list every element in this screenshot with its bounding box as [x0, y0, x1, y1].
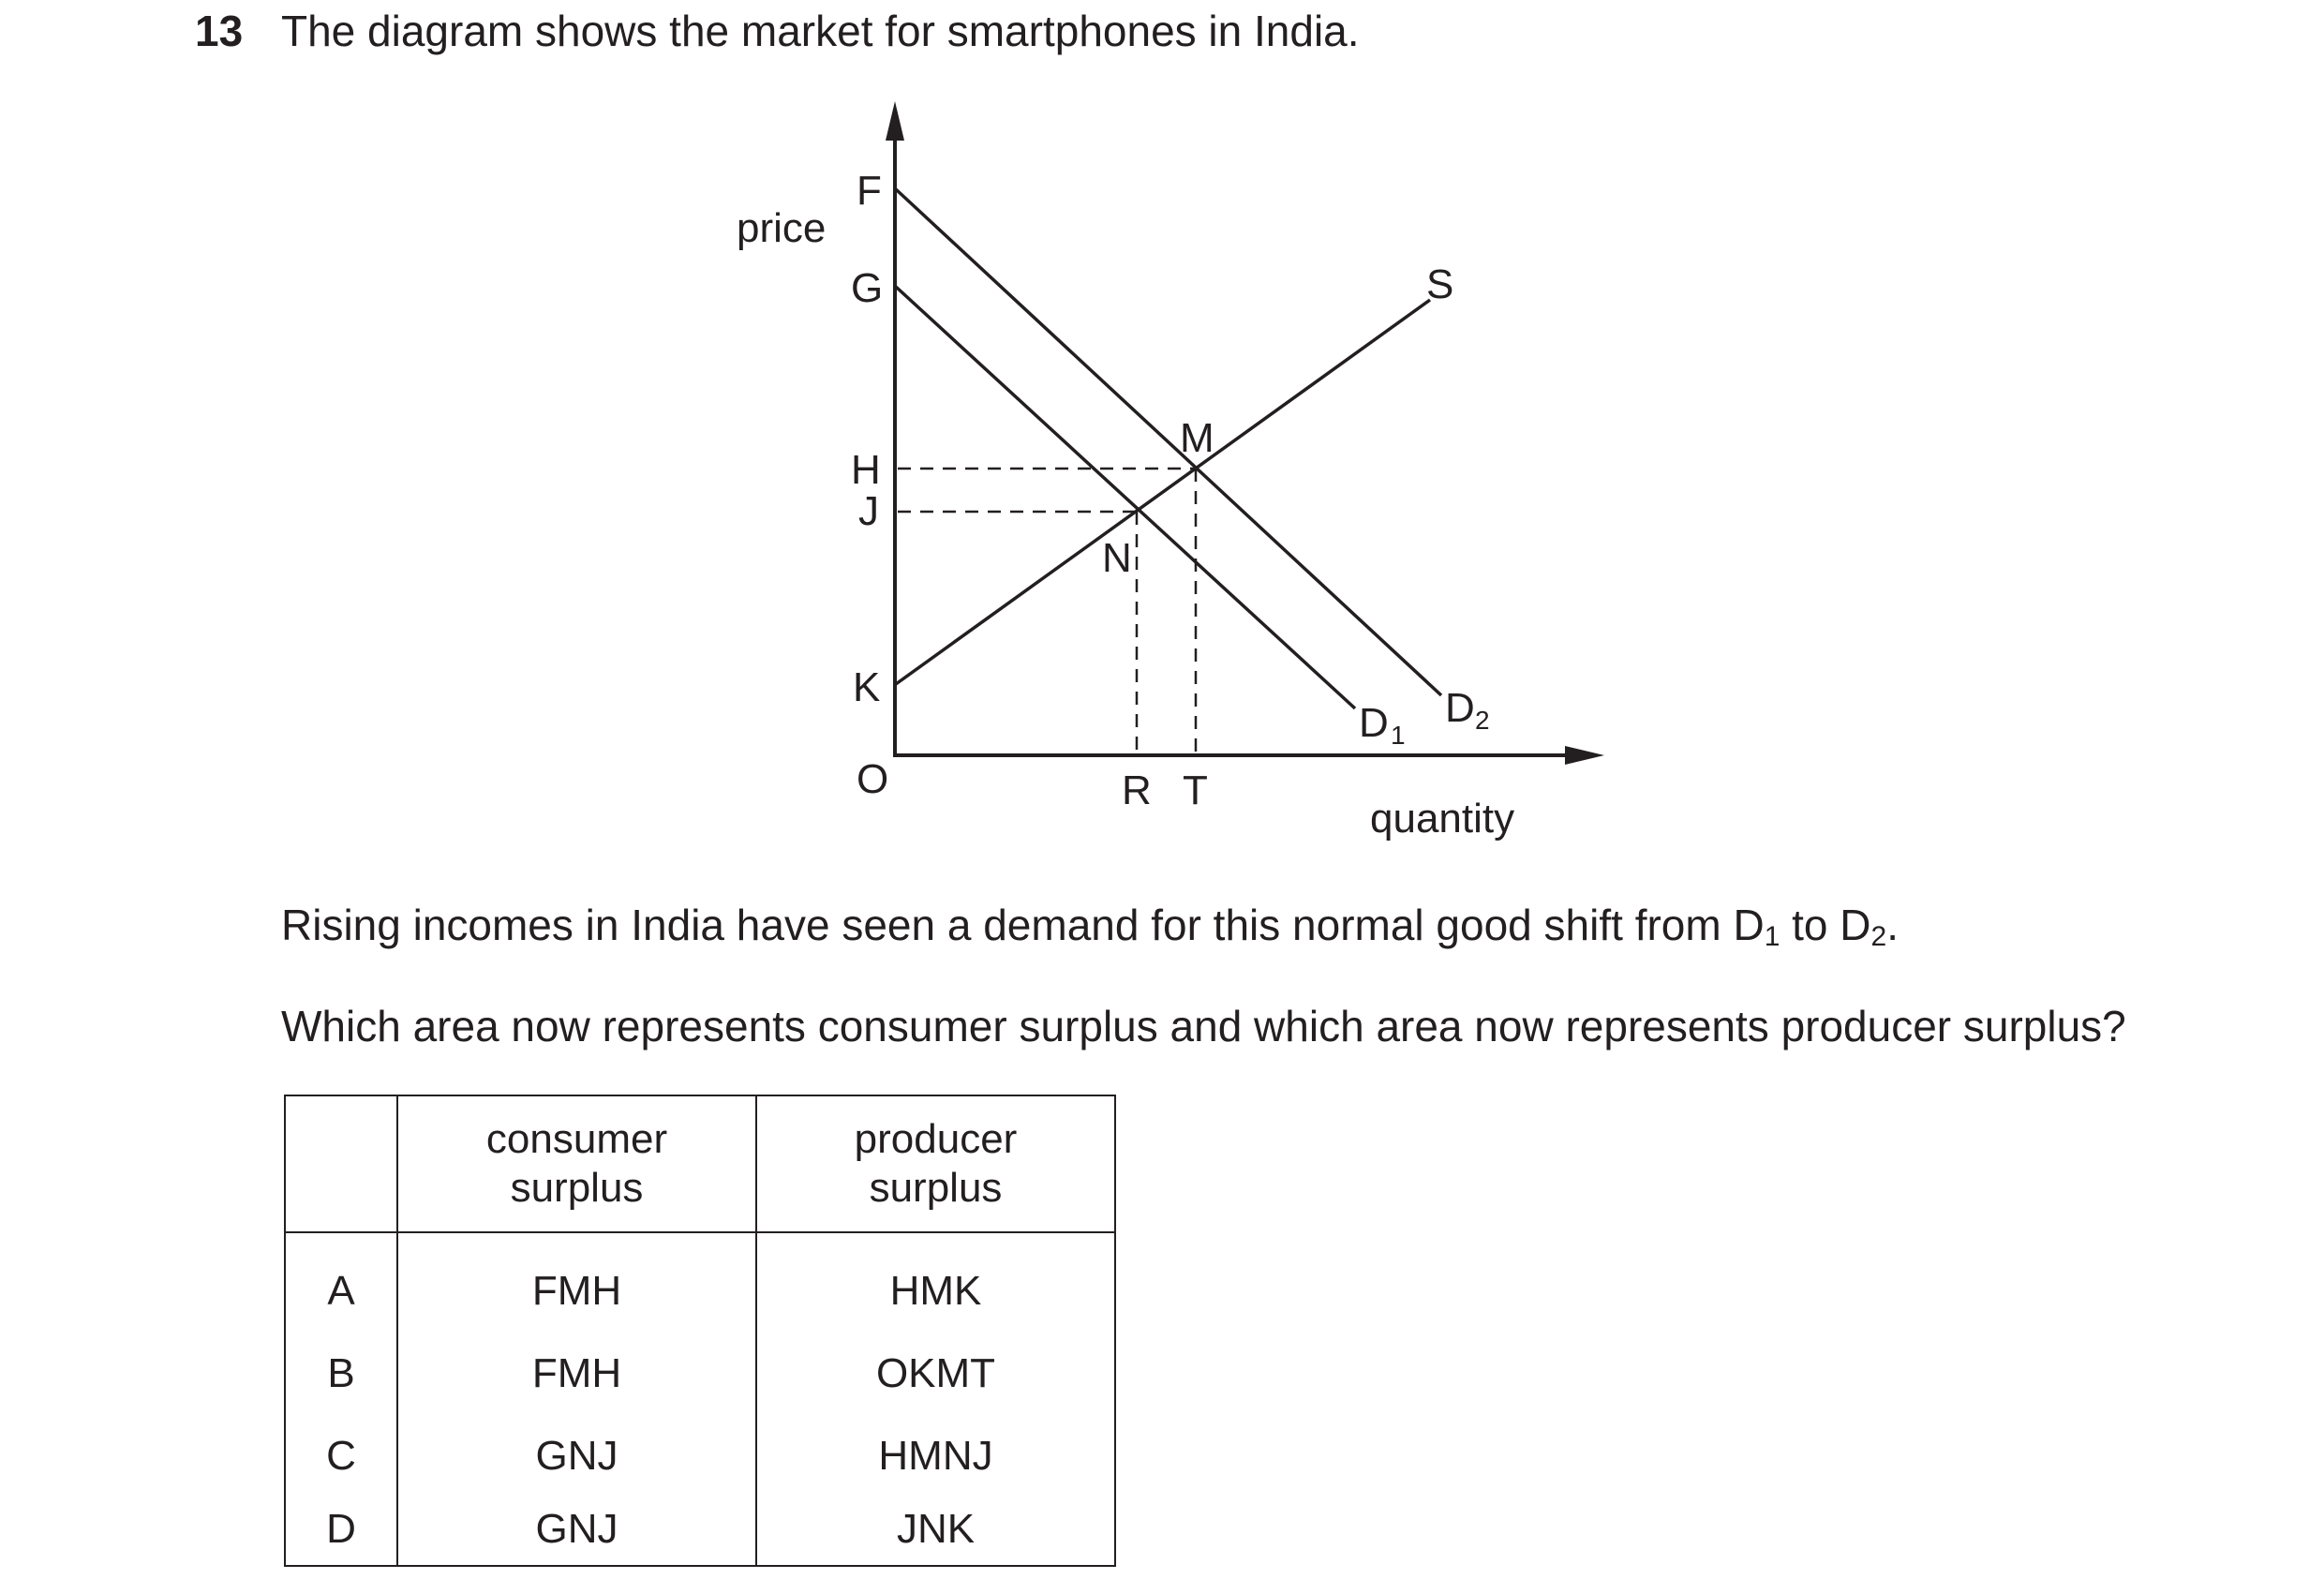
consumer-surplus-cell: GNJ — [397, 1497, 756, 1566]
answer-options-table — [284, 1095, 1116, 1567]
point-label-g: G — [851, 265, 884, 311]
shift-text-1: Rising incomes in India have seen a demand for this normal good shift from D — [281, 901, 1765, 949]
demand-curve-d2 — [896, 189, 1441, 695]
question-stem: The diagram shows the market for smartphones in India. — [281, 7, 1360, 55]
option-letter: D — [285, 1497, 397, 1566]
option-row-a[interactable] — [285, 1232, 1115, 1333]
point-label-k: K — [853, 664, 881, 710]
question-number: 13 — [195, 7, 244, 55]
header-consumer-line1: consumer — [485, 1116, 668, 1162]
point-label-h: H — [851, 447, 881, 493]
shift-statement — [281, 900, 1899, 950]
producer-surplus-cell: JNK — [756, 1497, 1115, 1566]
curve-label-d1-sub: 1 — [1391, 721, 1406, 750]
shift-sub-1: 1 — [1764, 921, 1780, 952]
option-row-d[interactable] — [285, 1497, 1115, 1566]
header-consumer-line2: surplus — [510, 1165, 644, 1211]
header-blank — [285, 1095, 397, 1232]
producer-surplus-cell: OKMT — [756, 1333, 1115, 1415]
header-producer-line1: producer — [854, 1116, 1018, 1162]
point-label-r: R — [1122, 767, 1152, 813]
header-producer-surplus — [756, 1095, 1115, 1232]
curve-label-d2: D — [1445, 685, 1475, 731]
header-consumer-surplus — [397, 1095, 756, 1232]
consumer-surplus-cell: FMH — [397, 1333, 756, 1415]
y-axis-arrowhead — [886, 101, 904, 141]
producer-surplus-cell: HMK — [756, 1232, 1115, 1333]
curve-label-d2-sub: 2 — [1475, 706, 1490, 735]
point-label-j: J — [858, 488, 879, 534]
option-letter: C — [285, 1415, 397, 1497]
header-producer-line2: surplus — [869, 1165, 1003, 1211]
point-label-t: T — [1183, 767, 1208, 813]
point-label-f: F — [857, 168, 882, 214]
shift-sub-2: 2 — [1870, 921, 1887, 952]
demand-curve-d1 — [896, 287, 1355, 708]
shift-text-3: . — [1886, 901, 1899, 949]
option-letter: B — [285, 1333, 397, 1415]
curve-label-s: S — [1426, 261, 1454, 307]
consumer-surplus-cell: GNJ — [397, 1415, 756, 1497]
question-prompt: Which area now represents consumer surplus and which area now represents producer surplus? — [281, 1002, 2126, 1050]
producer-surplus-cell: HMNJ — [756, 1415, 1115, 1497]
x-axis-arrowhead — [1565, 746, 1604, 765]
option-letter: A — [285, 1232, 397, 1333]
y-axis-label: price — [737, 205, 827, 251]
option-row-c[interactable] — [285, 1415, 1115, 1497]
consumer-surplus-cell: FMH — [397, 1232, 756, 1333]
curve-label-d1: D — [1359, 700, 1389, 746]
supply-curve — [896, 300, 1430, 684]
shift-text-2: to D — [1780, 901, 1871, 949]
point-label-m: M — [1180, 415, 1214, 461]
origin-label: O — [857, 756, 889, 802]
option-row-b[interactable] — [285, 1333, 1115, 1415]
x-axis-label: quantity — [1370, 796, 1515, 842]
point-label-n: N — [1102, 535, 1132, 581]
